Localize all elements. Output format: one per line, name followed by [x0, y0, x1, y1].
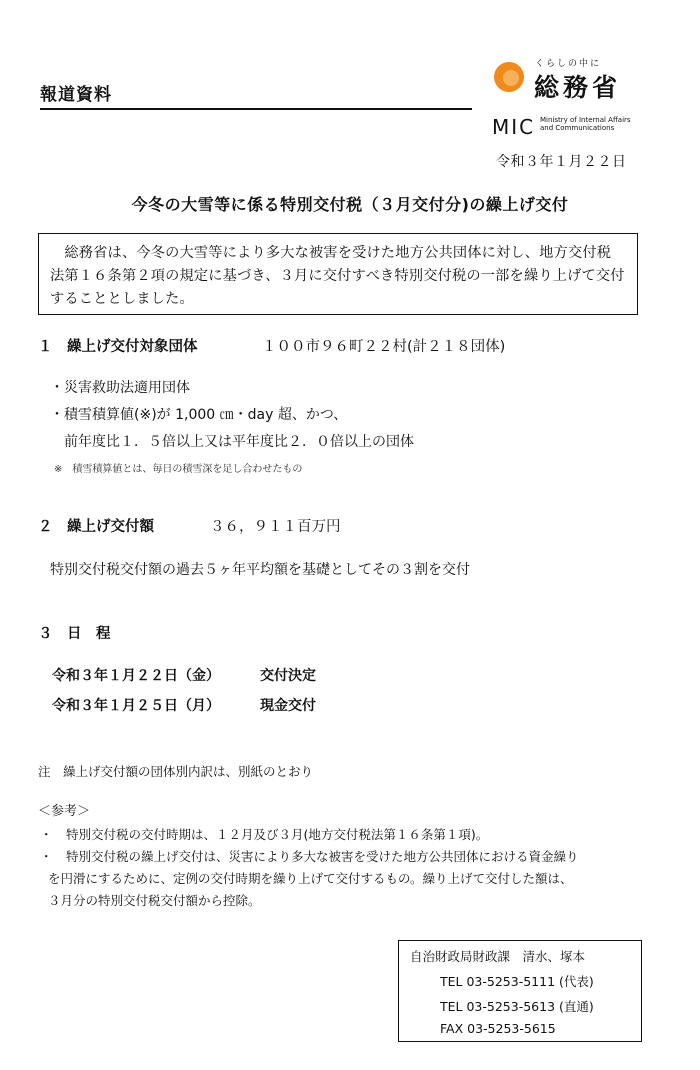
mic-subtitle-line-2: and Communications	[540, 124, 615, 132]
summary-text: 総務省は、今冬の大雪等により多大な被害を受けた地方公共団体に対し、地方交付税法第１６条第２項の規定に基づき、３月に交付すべき特別交付税の一部を繰り上げて交付することとしました。	[50, 245, 625, 307]
schedule-row-1-desc: 交付決定	[260, 668, 316, 684]
header-rule	[40, 108, 472, 110]
section1-bullet-2: ・積雪積算値(※)が 1,000 ㎝・day 超、かつ、	[50, 407, 348, 423]
section2-value: ３６，９１１百万円	[210, 519, 341, 535]
section1-value: １００市９６町２２村(計２１８団体)	[262, 339, 506, 355]
section2-heading: ２ 繰上げ交付額	[38, 519, 154, 535]
section2-text: 特別交付税交付額の過去５ヶ年平均額を基礎としてその３割を交付	[50, 562, 470, 578]
reference-item-2-line-1: 特別交付税の繰上げ交付は、災害により多大な被害を受けた地方公共団体における資金繰り	[66, 849, 579, 864]
schedule-row-2-date: 令和３年１月２５日（月）	[52, 698, 220, 714]
reference-item-2-line-2: を円滑にするために、定例の交付時期を繰り上げて交付するもの。繰り上げて交付した額は、	[48, 871, 573, 886]
footnote: 注 繰上げ交付額の団体別内訳は、別紙のとおり	[38, 764, 314, 779]
contact-tel-main: TEL 03-5253-5111 (代表)	[440, 974, 594, 989]
mic-subtitle	[540, 116, 650, 132]
section1-bullet-2-continued: 前年度比１．５倍以上又は平年度比２．０倍以上の団体	[64, 434, 414, 450]
mic-subtitle-line-1: Ministry of Internal Affairs	[540, 116, 631, 124]
section1-bullet-1: ・災害救助法適用団体	[50, 380, 190, 396]
section1-heading: １ 繰上げ交付対象団体	[38, 339, 198, 355]
logo-ministry-name: 総務省	[534, 73, 622, 102]
page-title: 今冬の大雪等に係る特別交付税（３月交付分)の繰上げ交付	[131, 195, 569, 214]
section3-heading: ３ 日 程	[38, 626, 111, 642]
ministry-logo-highlight	[503, 70, 519, 86]
reference-item-1: 特別交付税の交付時期は、１２月及び３月(地方交付税法第１６条第１項)。	[66, 827, 489, 842]
mic-logo-text: MIC	[492, 115, 536, 139]
contact-fax: FAX 03-5253-5615	[440, 1021, 556, 1036]
document-type-label: 報道資料	[40, 85, 112, 105]
reference-bullet-1: ・	[40, 827, 53, 842]
logo-tagline: くらしの中に	[535, 59, 602, 69]
reference-heading: ＜参考＞	[38, 804, 91, 819]
section1-note: ※ 積雪積算値とは、毎日の積雪深を足し合わせたもの	[54, 464, 303, 475]
schedule-row-1-date: 令和３年１月２２日（金）	[52, 668, 220, 684]
schedule-row-2-desc: 現金交付	[260, 698, 316, 714]
contact-department: 自治財政局財政課 清水、塚本	[410, 949, 586, 964]
release-date: 令和３年１月２２日	[496, 154, 627, 170]
reference-bullet-2: ・	[40, 849, 53, 864]
contact-tel-direct: TEL 03-5253-5613 (直通)	[440, 999, 594, 1014]
reference-item-2-line-3: ３月分の特別交付税交付額から控除。	[48, 893, 261, 908]
